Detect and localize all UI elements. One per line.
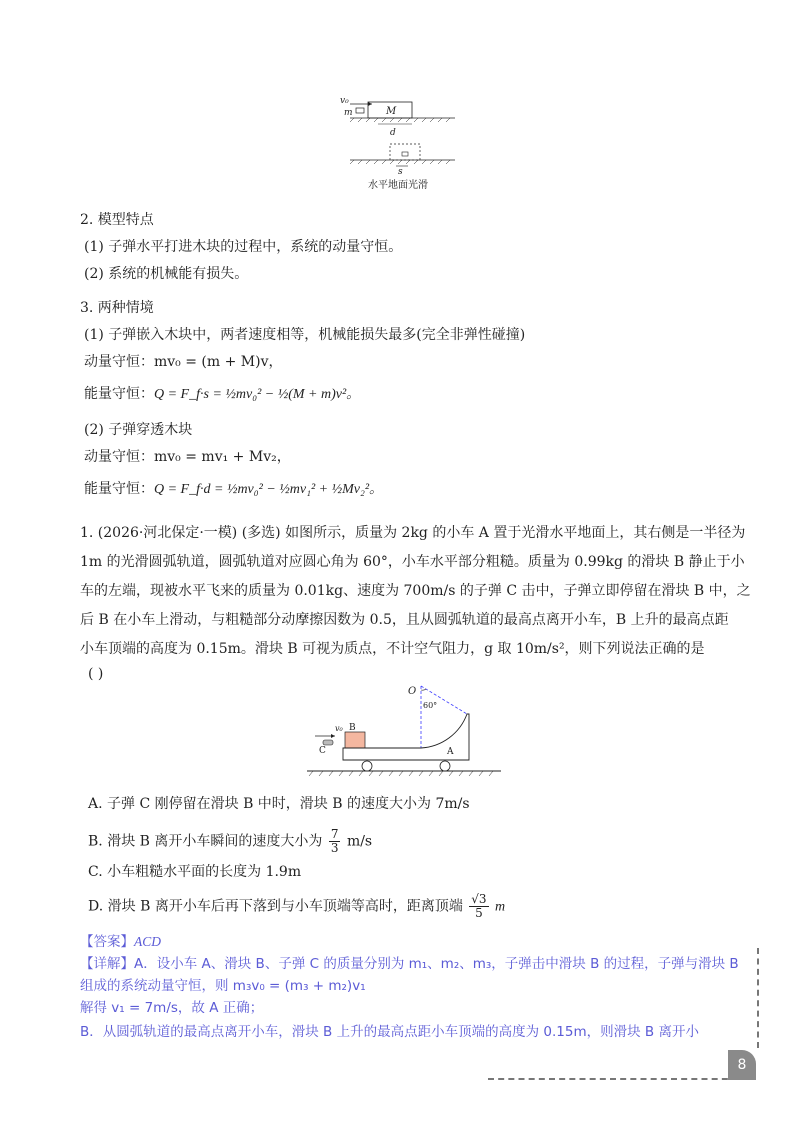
- block-B-label: B: [349, 723, 356, 733]
- choice-c: C. 小车粗糙水平面的长度为 1.9m: [88, 864, 302, 880]
- section3-case2-momentum: 动量守恒：mv₀ = mv₁ + Mv₂，: [84, 449, 291, 465]
- page-border-dashed-vertical: [757, 948, 759, 1048]
- section3-case1-momentum: 动量守恒：mv₀ = (m + M)v，: [84, 354, 283, 370]
- bullet-C-label: C: [319, 746, 326, 756]
- detail-line4: B．从圆弧轨道的最高点离开小车，滑块 B 上升的最高点距小车顶端的高度为 0.15m，则滑块 B 离开小: [80, 1024, 699, 1040]
- v0-label: v₀: [340, 96, 349, 106]
- energy-formula: Q = F_f·d = ½mv₀² − ½mv₁² + ½Mv₂²。: [154, 482, 384, 497]
- detail-label: 【详解】: [80, 956, 134, 972]
- question-line3: 车的左端，现被水平飞来的质量为 0.01kg、速度为 700m/s 的子弹 C 击中，子弹立即停留在滑块 B 中，之: [80, 583, 751, 599]
- energy-prefix: 能量守恒：: [84, 481, 154, 497]
- section2-title: 2. 模型特点: [80, 212, 154, 228]
- answer-label: 【答案】: [80, 934, 134, 950]
- question-line1: 1. (2026·河北保定·一模) (多选) 如图所示，质量为 2kg 的小车 A 置于光滑水平地面上，其右侧是一半径为: [80, 525, 746, 541]
- page-border-dashed-horizontal: [488, 1078, 738, 1080]
- question-bracket: ( ): [88, 666, 104, 682]
- s-label: s: [398, 167, 403, 177]
- bullet-block-figure: [330, 90, 470, 190]
- section3-case2-energy: [84, 479, 383, 500]
- choice-b: [88, 828, 372, 855]
- section3-case2: (2) 子弹穿透木块: [84, 422, 193, 438]
- choice-a: A. 子弹 C 刚停留在滑块 B 中时，滑块 B 的速度大小为 7m/s: [88, 796, 470, 812]
- denominator: 5: [475, 906, 483, 920]
- section2-item2: (2) 系统的机械能有损失。: [84, 266, 249, 282]
- d-label: d: [390, 128, 396, 138]
- cart-arc-figure: [305, 680, 505, 780]
- angle-label: 60°: [423, 701, 438, 710]
- section3-case1: (1) 子弹嵌入木块中，两者速度相等，机械能损失最多(完全非弹性碰撞): [84, 327, 526, 343]
- detail-line3: 解得 v₁ = 7m/s，故 A 正确；: [80, 1000, 264, 1016]
- cart-A-label: A: [447, 747, 454, 757]
- M-label: M: [386, 106, 397, 117]
- question-line4: 后 B 在小车上滑动，与粗糙部分动摩擦因数为 0.5，且从圆弧轨道的最高点离开小车，B 上升的最高点距: [80, 612, 729, 628]
- answer-line: [80, 932, 161, 952]
- choice-d: [88, 893, 505, 920]
- question-line2: 1m 的光滑圆弧轨道，圆弧轨道对应圆心角为 60°，小车水平部分粗糙。质量为 0.99kg 的滑块 B 静止于小: [80, 554, 745, 570]
- detail-line1: [80, 954, 739, 974]
- figure1-caption: 水平地面光滑: [368, 180, 428, 190]
- energy-formula: Q = F_f·s = ½mv₀² − ½(M + m)v²。: [154, 387, 361, 402]
- choice-d-text: D. 滑块 B 离开小车后再下落到与小车顶端等高时，距离顶端: [88, 898, 463, 915]
- numerator: 7: [330, 827, 339, 841]
- answer-value: ACD: [134, 934, 161, 949]
- page-number: 8: [728, 1050, 756, 1080]
- numerator: √3: [471, 892, 487, 906]
- m-label: m: [344, 108, 353, 118]
- question-line5: 小车顶端的高度为 0.15m。滑块 B 可视为质点，不计空气阻力，g 取 10m/s²，则下列说法正确的是: [80, 641, 705, 657]
- section2-item1: (1) 子弹水平打进木块的过程中，系统的动量守恒。: [84, 239, 403, 255]
- choice-b-text: B. 滑块 B 离开小车瞬间的速度大小为: [88, 833, 323, 850]
- center-O-label: O: [408, 686, 417, 697]
- section3-title: 3. 两种情境: [80, 300, 154, 316]
- denominator: 3: [330, 841, 339, 855]
- energy-prefix: 能量守恒：: [84, 386, 154, 402]
- choice-d-fraction: [469, 893, 488, 920]
- choice-b-fraction: [329, 828, 341, 855]
- detail-text: A．设小车 A、滑块 B、子弹 C 的质量分别为 m₁、m₂、m₃，子弹击中滑块 B 的过程，子弹与滑块 B: [134, 956, 739, 972]
- choice-d-unit: m: [495, 899, 506, 915]
- section3-case1-energy: [84, 384, 360, 405]
- choice-b-unit: m/s: [346, 833, 373, 850]
- detail-line2: 组成的系统动量守恒，则 m₃v₀ = (m₃ + m₂)v₁: [80, 978, 366, 994]
- v0-label: v₀: [335, 724, 343, 733]
